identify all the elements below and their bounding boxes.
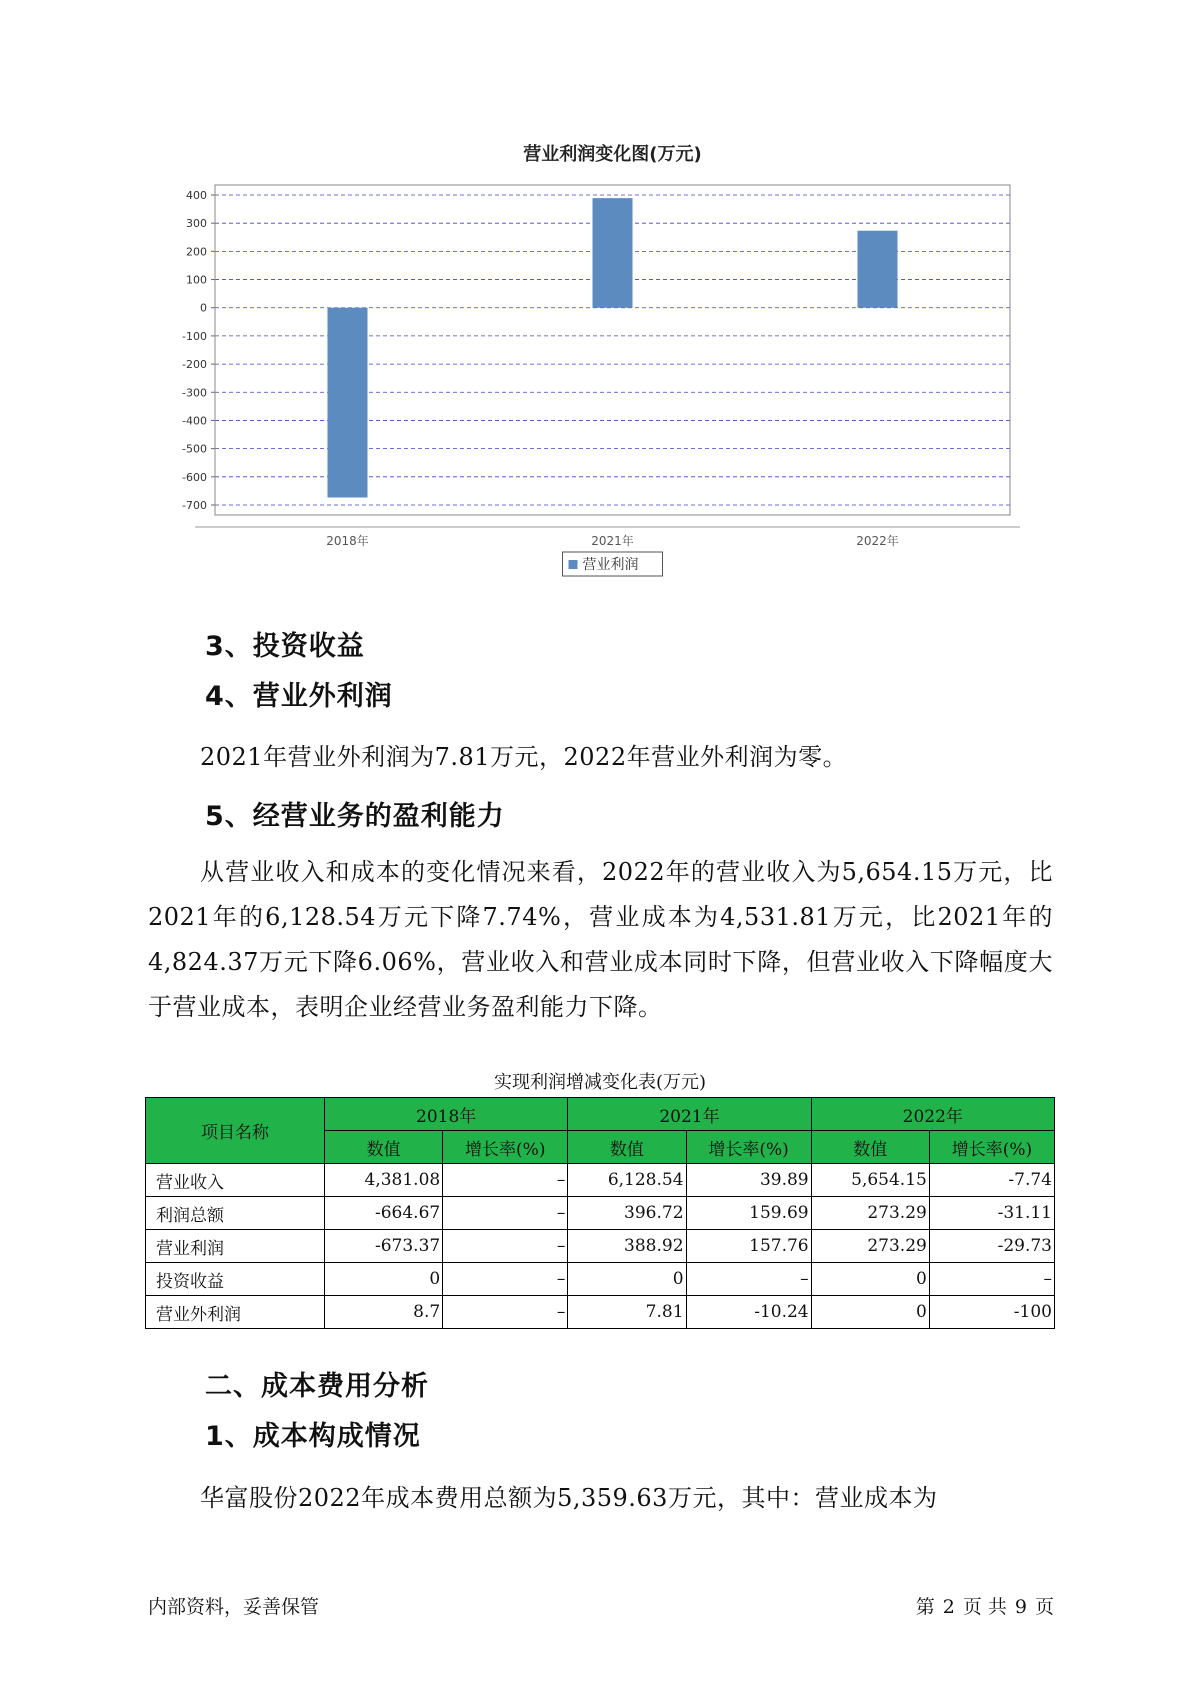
y-tick-label: -400 (182, 414, 207, 428)
chart-svg (150, 130, 1040, 600)
subheader-rate: 增长率(%) (929, 1131, 1054, 1164)
cell: 7.81 (568, 1296, 686, 1329)
x-tick-label: 2022年 (856, 534, 899, 548)
footer-note: 内部资料，妥善保管 (148, 1596, 320, 1618)
subheader-value: 数值 (811, 1131, 929, 1164)
cell: -7.74 (929, 1164, 1054, 1197)
cell: 159.69 (686, 1197, 811, 1230)
subheader-rate: 增长率(%) (686, 1131, 811, 1164)
bar-2022年 (858, 231, 898, 308)
table-row (146, 1263, 1055, 1296)
row-name: 营业外利润 (146, 1296, 325, 1329)
bar-2018年 (328, 308, 368, 498)
cell: -29.73 (929, 1230, 1054, 1263)
cell: – (686, 1263, 811, 1296)
cell: – (443, 1197, 568, 1230)
subheader-rate: 增长率(%) (443, 1131, 568, 1164)
cell: 388.92 (568, 1230, 686, 1263)
cell: – (443, 1296, 568, 1329)
y-tick-label: -600 (182, 470, 207, 484)
cell: 4,381.08 (325, 1164, 443, 1197)
row-name: 投资收益 (146, 1263, 325, 1296)
cell: -10.24 (686, 1296, 811, 1329)
x-tick-label: 2018年 (326, 534, 369, 548)
page-prefix: 第 (915, 1596, 935, 1618)
heading-investment-income: 3、投资收益 (205, 631, 365, 662)
table-caption: 实现利润增减变化表(万元) (493, 1072, 707, 1093)
y-tick-label: -100 (182, 329, 207, 343)
heading-cost-analysis: 二、成本费用分析 (205, 1371, 429, 1402)
chart-title: 营业利润变化图(万元) (523, 144, 702, 165)
heading-non-operating-profit: 4、营业外利润 (205, 681, 393, 712)
table-header-row (146, 1098, 1055, 1131)
table-row (146, 1197, 1055, 1230)
cell: 273.29 (811, 1197, 929, 1230)
cell: 273.29 (811, 1230, 929, 1263)
page-mid: 页 共 (962, 1596, 1007, 1618)
cell: 6,128.54 (568, 1164, 686, 1197)
cell: -31.11 (929, 1197, 1054, 1230)
y-tick-label: 400 (186, 189, 207, 202)
y-tick-label: 300 (186, 217, 207, 231)
cell: – (443, 1230, 568, 1263)
subheader-value: 数值 (568, 1131, 686, 1164)
y-tick-label: 100 (186, 273, 207, 287)
row-name: 利润总额 (146, 1197, 325, 1230)
footer-page-number (916, 1592, 1054, 1619)
page-suffix: 页 (1034, 1596, 1054, 1618)
header-year-2022: 2022年 (811, 1098, 1054, 1131)
table-row (146, 1164, 1055, 1197)
cell: 0 (811, 1263, 929, 1296)
header-year-2018: 2018年 (325, 1098, 568, 1131)
table-row (146, 1296, 1055, 1329)
header-year-2021: 2021年 (568, 1098, 811, 1131)
paragraph-non-operating-profit: 2021年营业外利润为7.81万元，2022年营业外利润为零。 (200, 743, 848, 771)
profit-change-table (145, 1097, 1055, 1329)
cell: – (443, 1164, 568, 1197)
cell: 157.76 (686, 1230, 811, 1263)
cell: 0 (811, 1296, 929, 1329)
cell: 8.7 (325, 1296, 443, 1329)
y-tick-label: -200 (182, 358, 207, 372)
y-tick-label: 200 (186, 245, 207, 259)
heading-profitability: 5、经营业务的盈利能力 (205, 801, 505, 832)
cell: 39.89 (686, 1164, 811, 1197)
row-name: 营业利润 (146, 1230, 325, 1263)
current-page: 2 (942, 1596, 955, 1618)
y-tick-label: 0 (200, 301, 207, 315)
cell: – (929, 1263, 1054, 1296)
y-tick-label: -300 (182, 386, 207, 400)
paragraph-profitability: 从营业收入和成本的变化情况来看，2022年的营业收入为5,654.15万元，比2021年的6,128.54万元下降7.74%，营业成本为4,531.81万元，比2021年的4,824.37万元下降6.06%，营业收入和营业成本同时下降，但营业收入下降幅度大于营业成本，表明企业经营业务盈利能力下降。 (148, 858, 1053, 1021)
x-tick-label: 2021年 (591, 534, 634, 548)
legend-label: 营业利润 (582, 557, 639, 573)
cell: -673.37 (325, 1230, 443, 1263)
cell: 5,654.15 (811, 1164, 929, 1197)
cell: 0 (325, 1263, 443, 1296)
cell: 0 (568, 1263, 686, 1296)
y-tick-label: -700 (182, 499, 207, 512)
subheader-value: 数值 (325, 1131, 443, 1164)
bar-2021年 (593, 198, 633, 308)
paragraph-cost-structure: 华富股份2022年成本费用总额为5,359.63万元，其中：营业成本为 (200, 1484, 938, 1512)
header-item-name: 项目名称 (146, 1098, 325, 1164)
total-pages: 9 (1014, 1596, 1027, 1618)
cell: -664.67 (325, 1197, 443, 1230)
cell: – (443, 1263, 568, 1296)
cell: -100 (929, 1296, 1054, 1329)
y-tick-label: -500 (182, 442, 207, 456)
heading-cost-structure: 1、成本构成情况 (205, 1421, 421, 1452)
profit-bar-chart (150, 130, 1040, 600)
table-row (146, 1230, 1055, 1263)
cell: 396.72 (568, 1197, 686, 1230)
legend-swatch (569, 560, 578, 569)
row-name: 营业收入 (146, 1164, 325, 1197)
